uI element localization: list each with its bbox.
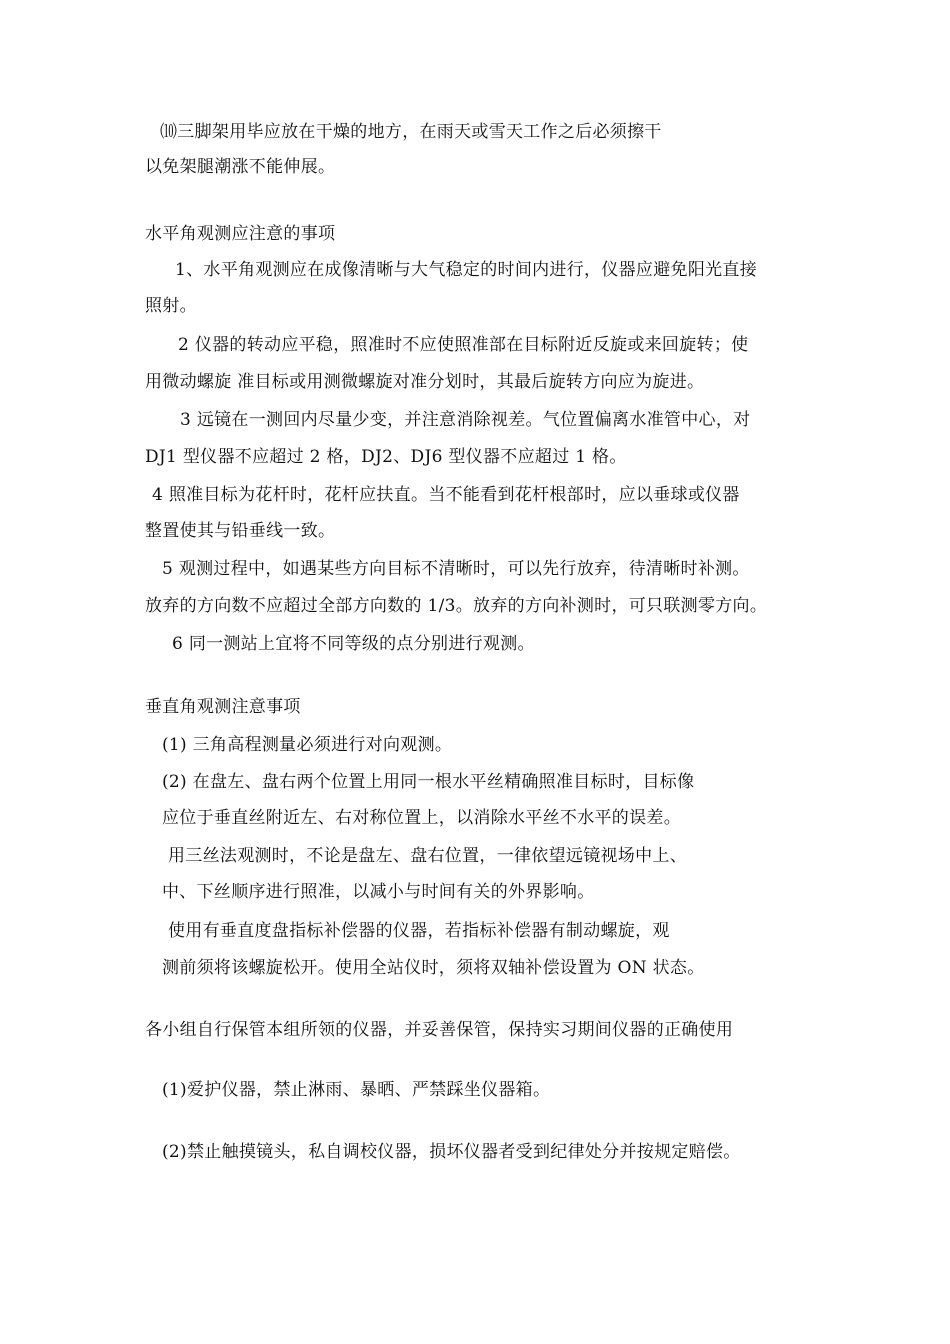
vertical-item-2-line-1: (2) 在盘左、盘右两个位置上用同一根水平丝精确照准目标时，目标像 [162,772,695,792]
horizontal-item-2-line-1: 2 仪器的转动应平稳，照准时不应使照准部在目标附近反旋或来回旋转；使 [178,335,749,355]
vertical-item-3-line-2: 中、下丝顺序进行照准，以减小与时间有关的外界影响。 [162,882,595,902]
horizontal-item-5-line-2: 放弃的方向数不应超过全部方向数的 1/3。放弃的方向补测时，可只联测零方向。 [145,596,768,616]
tripod-note-line-2: 以免架腿潮涨不能伸展。 [145,157,336,177]
tripod-note-line-1: ⑽三脚架用毕应放在干燥的地方，在雨天或雪天工作之后必须擦干 [160,122,662,142]
vertical-item-4-line-2: 测前须将该螺旋松开。使用全站仪时，须将双轴补偿设置为 ON 状态。 [162,958,705,978]
horizontal-item-5-line-1: 5 观测过程中，如遇某些方向目标不清晰时，可以先行放弃，待清晰时补测。 [162,559,750,579]
vertical-item-1-line-1: (1) 三角高程测量必须进行对向观测。 [162,735,453,755]
horizontal-item-1-line-2: 照射。 [145,296,197,316]
vertical-item-3-line-1: 用三丝法观测时，不论是盘左、盘右位置，一律依望远镜视场中上、 [168,846,687,866]
vertical-angle-heading: 垂直角观测注意事项 [145,697,301,717]
care-item-1: (1)爱护仪器，禁止淋雨、暴晒、严禁踩坐仪器箱。 [162,1080,551,1100]
horizontal-item-3-line-1: 3 远镜在一测回内尽量少变，并注意消除视差。气位置偏离水准管中心，对 [180,410,751,430]
horizontal-item-6-line-1: 6 同一测站上宜将不同等级的点分别进行观测。 [172,634,535,654]
vertical-item-4-line-1: 使用有垂直度盘指标补偿器的仪器，若指标补偿器有制动螺旋，观 [168,921,670,941]
instrument-care-heading: 各小组自行保管本组所领的仪器，并妥善保管，保持实习期间仪器的正确使用 [145,1020,734,1040]
horizontal-item-2-line-2: 用微动螺旋 准目标或用测微螺旋对准分划时，其最后旋转方向应为旋进。 [145,372,705,392]
care-item-2: (2)禁止触摸镜头，私自调校仪器，损坏仪器者受到纪律处分并按规定赔偿。 [162,1142,741,1162]
horizontal-angle-heading: 水平角观测应注意的事项 [145,224,336,244]
vertical-item-2-line-2: 应位于垂直丝附近左、右对称位置上，以消除水平丝不水平的误差。 [162,808,681,828]
horizontal-item-4-line-1: 4 照准目标为花杆时，花杆应扶直。当不能看到花杆根部时，应以垂球或仪器 [152,485,740,505]
horizontal-item-3-line-2: DJ1 型仪器不应超过 2 格，DJ2、DJ6 型仪器不应超过 1 格。 [145,447,627,467]
horizontal-item-4-line-2: 整置使其与铅垂线一致。 [145,521,336,541]
horizontal-item-1-line-1: 1、水平角观测应在成像清晰与大气稳定的时间内进行，仪器应避免阳光直接 [175,260,758,280]
